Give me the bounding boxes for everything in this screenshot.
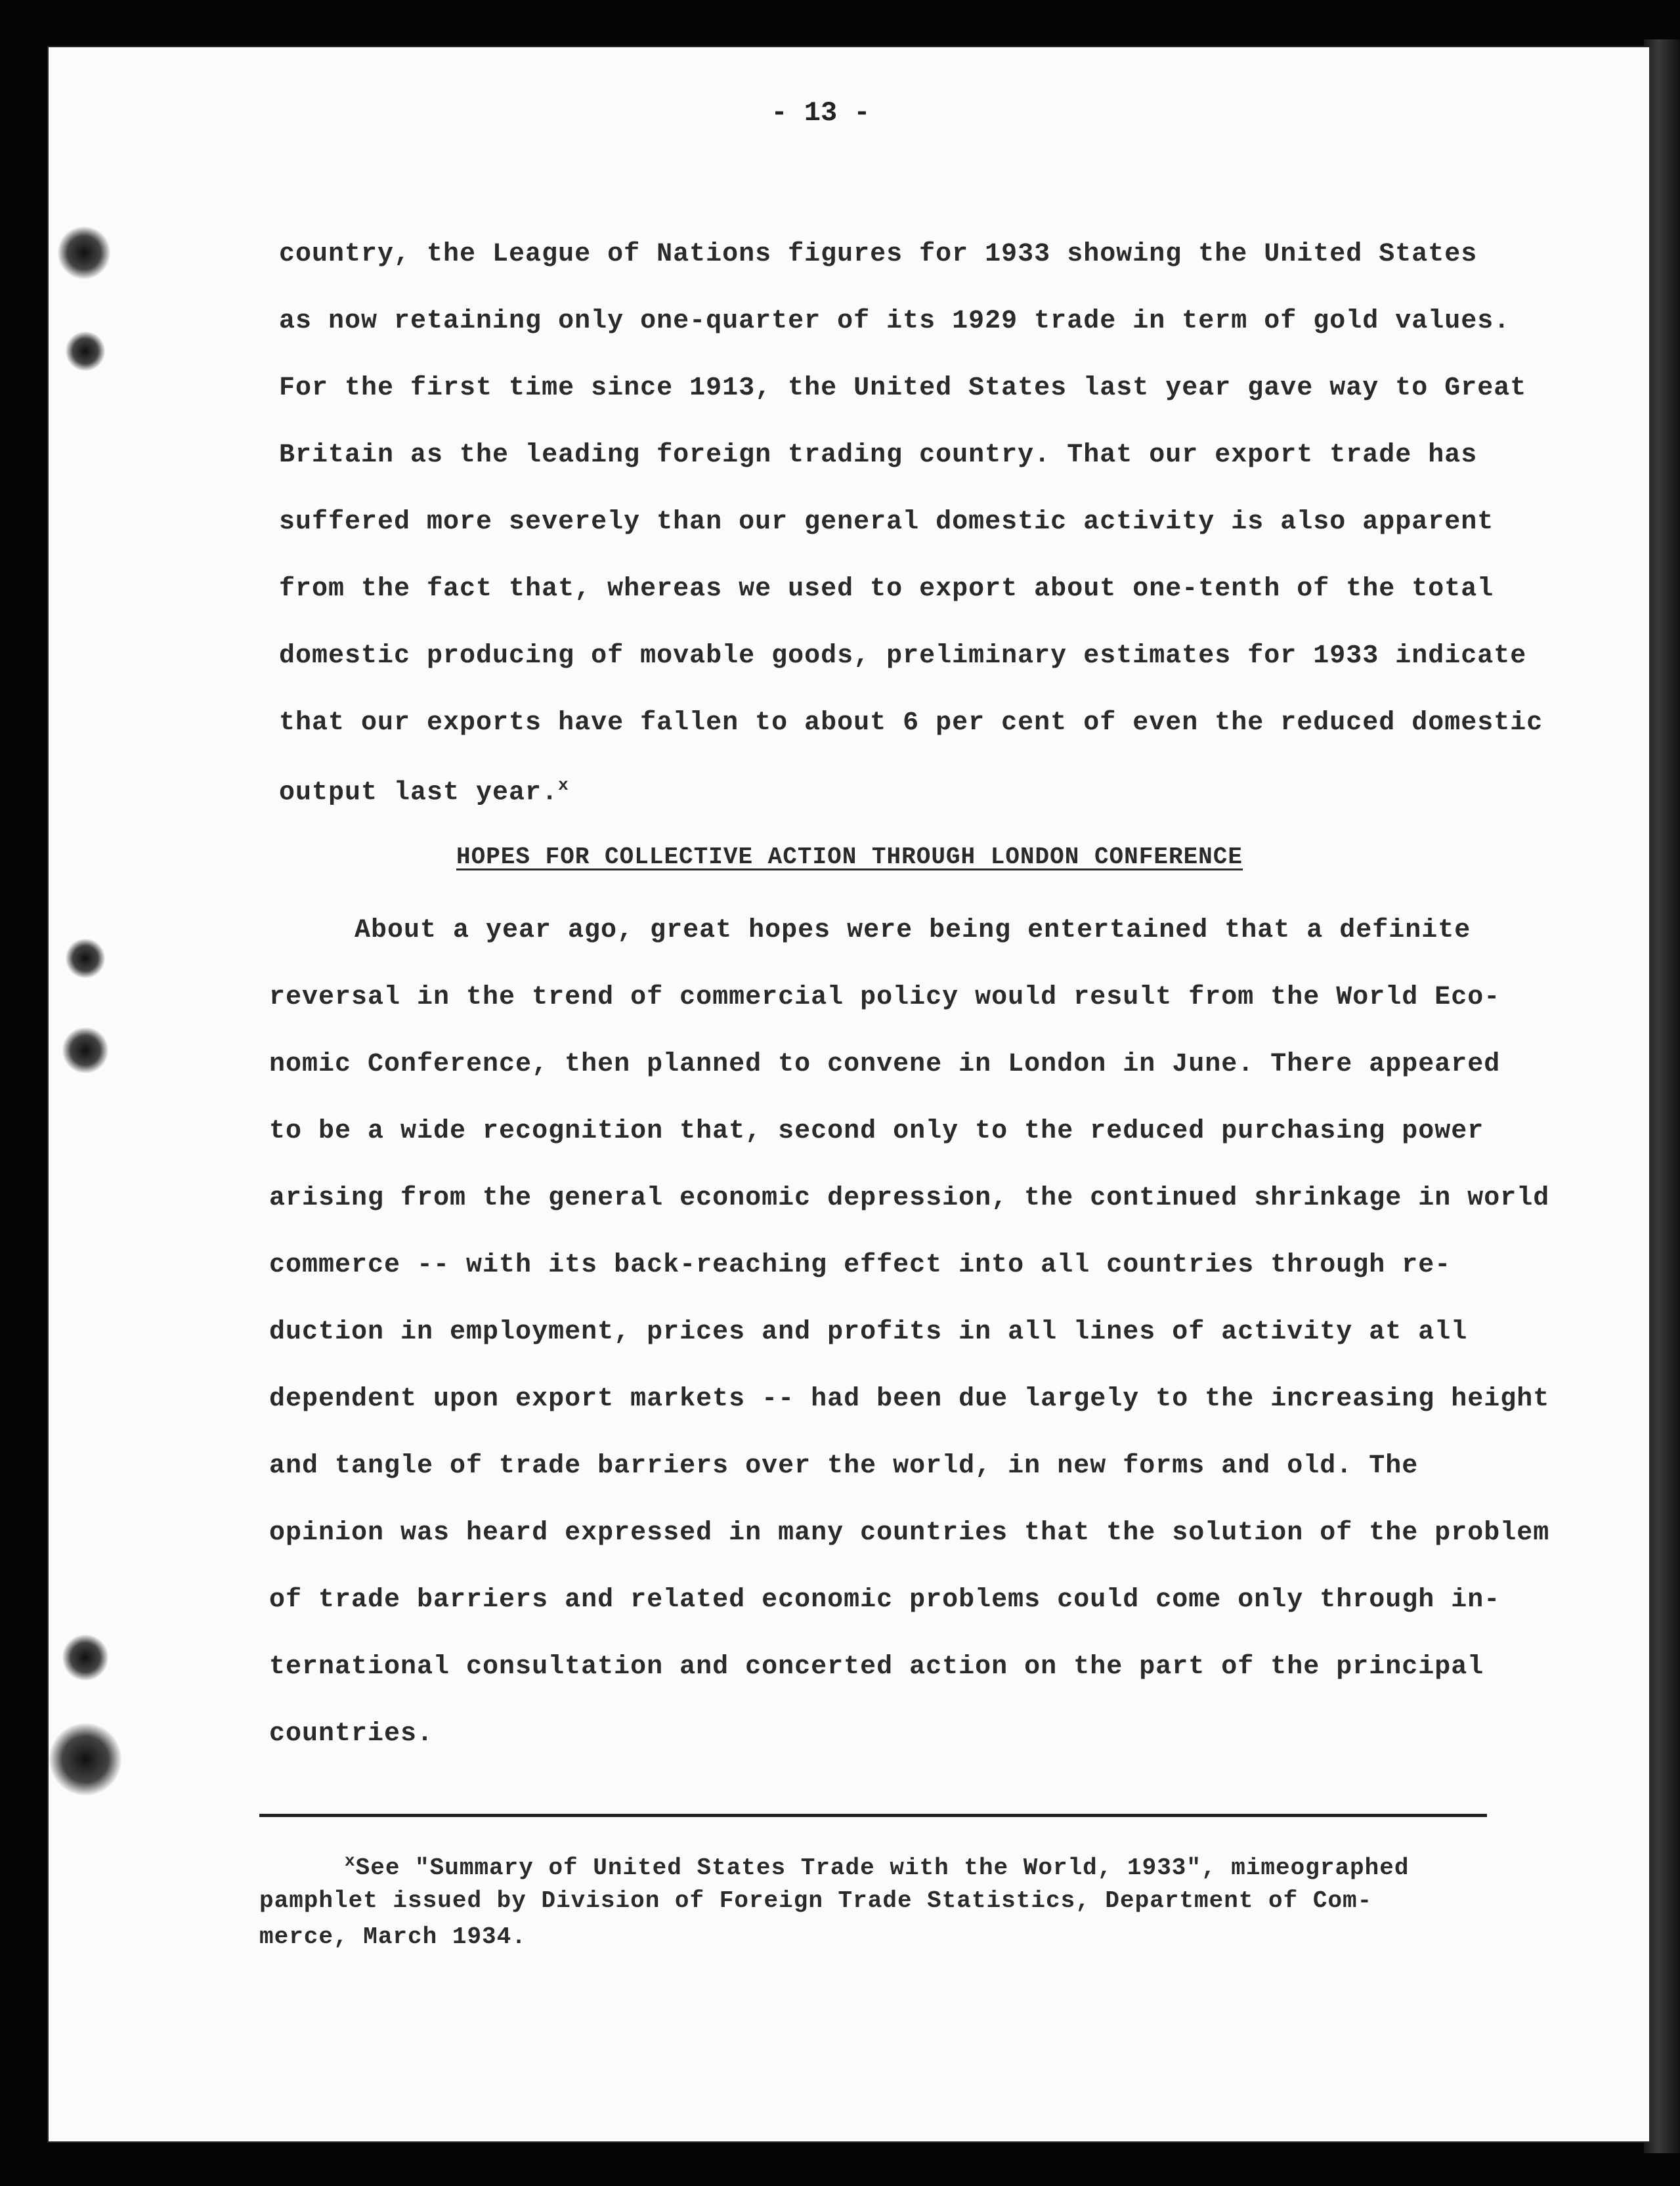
- paragraph-2-line: ternational consultation and concerted action on the part of the principal: [269, 1652, 1484, 1682]
- paragraph-1-line: suffered more severely than our general domestic activity is also apparent: [279, 507, 1494, 537]
- paragraph-1-line: from the fact that, whereas we used to export about one-tenth of the total: [279, 574, 1494, 604]
- paragraph-2-line: nomic Conference, then planned to convene in London in June. There appeared: [269, 1050, 1501, 1079]
- punch-hole-1: [58, 226, 110, 279]
- punch-hole-6: [49, 1723, 121, 1795]
- footnote-line: pamphlet issued by Division of Foreign Trade Statistics, Department of Com-: [259, 1887, 1373, 1914]
- paragraph-2-line: opinion was heard expressed in many countries that the solution of the problem: [269, 1518, 1550, 1548]
- paragraph-1-line: domestic producing of movable goods, preliminary estimates for 1933 indicate: [279, 641, 1527, 671]
- paragraph-1-line: that our exports have fallen to about 6 per cent of even the reduced domestic: [279, 708, 1543, 738]
- paragraph-1-line: For the first time since 1913, the United States last year gave way to Great: [279, 374, 1527, 403]
- paragraph-2-line: arising from the general economic depression, the continued shrinkage in world: [269, 1184, 1550, 1213]
- punch-hole-2: [66, 332, 105, 371]
- paragraph-2-line: About a year ago, great hopes were being entertained that a definite: [355, 916, 1471, 945]
- paragraph-1-last-line: [279, 775, 569, 807]
- punch-hole-3: [66, 939, 105, 978]
- paragraph-2-line: of trade barriers and related economic problems could come only through in-: [269, 1585, 1501, 1615]
- paragraph-1-line: as now retaining only one-quarter of its 1929 trade in term of gold values.: [279, 307, 1511, 336]
- footnote-reference-mark: x: [558, 775, 569, 795]
- paragraph-2-line: and tangle of trade barriers over the world, in new forms and old. The: [269, 1451, 1419, 1481]
- punch-hole-4: [62, 1027, 108, 1073]
- paragraph-2-line: commerce -- with its back-reaching effect into all countries through re-: [269, 1251, 1452, 1280]
- page-number: - 13 -: [771, 97, 871, 129]
- paragraph-2-line: dependent upon export markets -- had been due largely to the increasing height: [269, 1384, 1550, 1414]
- punch-hole-5: [62, 1635, 108, 1681]
- footnote-divider: [259, 1814, 1487, 1817]
- paragraph-2-line: duction in employment, prices and profits in all lines of activity at all: [269, 1318, 1468, 1347]
- footnote-first-line: [345, 1851, 1409, 1881]
- footnote-mark: x: [345, 1851, 356, 1871]
- paragraph-2-line: reversal in the trend of commercial policy would result from the World Eco-: [269, 983, 1501, 1012]
- section-heading: HOPES FOR COLLECTIVE ACTION THROUGH LONDON CONFERENCE: [456, 844, 1243, 870]
- paragraph-1-line: country, the League of Nations figures for 1933 showing the United States: [279, 240, 1478, 269]
- paragraph-1-line: output last year.: [279, 778, 559, 808]
- footnote-line: merce, March 1934.: [259, 1923, 527, 1950]
- paragraph-1-line: Britain as the leading foreign trading country. That our export trade has: [279, 440, 1478, 470]
- document-page: [47, 46, 1650, 2143]
- paragraph-2-line: countries.: [269, 1719, 434, 1749]
- paragraph-2-line: to be a wide recognition that, second only to the reduced purchasing power: [269, 1117, 1484, 1146]
- footnote-line: See "Summary of United States Trade with the World, 1933", mimeographed: [355, 1854, 1410, 1881]
